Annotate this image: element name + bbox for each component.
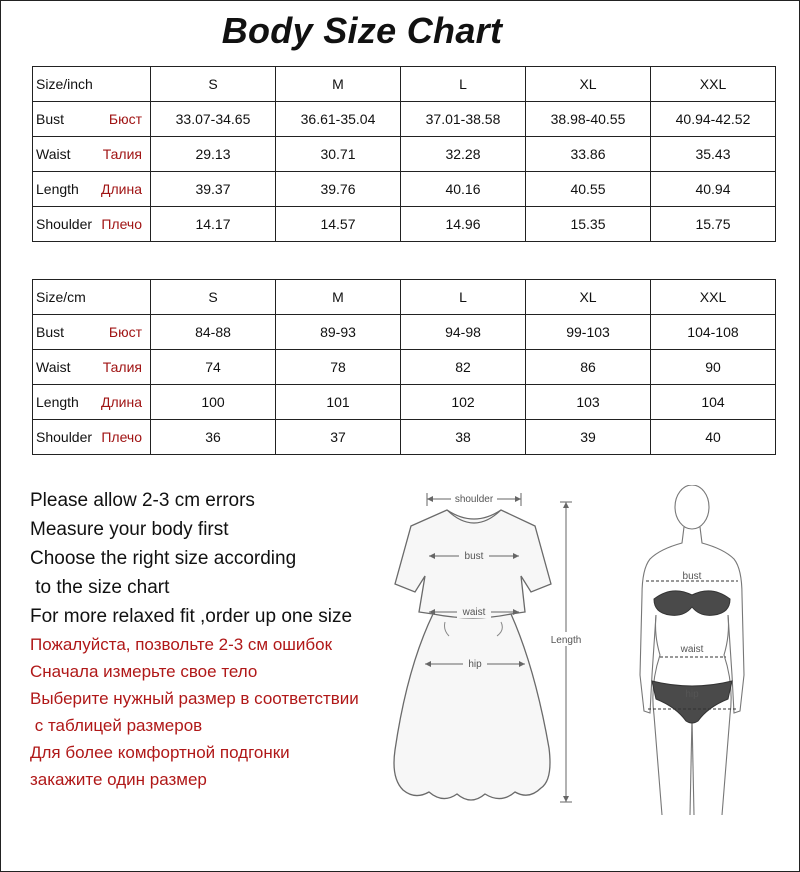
header-row <box>33 280 776 315</box>
size-value-cell: 38 <box>401 420 526 455</box>
size-value-cell: 15.75 <box>651 207 776 242</box>
size-value-cell: 32.28 <box>401 137 526 172</box>
size-value-cell: 104 <box>651 385 776 420</box>
size-value-cell: 40.16 <box>401 172 526 207</box>
page-title: Body Size Chart <box>221 10 503 51</box>
size-value-cell: 84-88 <box>151 315 276 350</box>
size-value-cell: 86 <box>526 350 651 385</box>
length-measure <box>549 502 583 802</box>
size-value-cell: 39.76 <box>276 172 401 207</box>
note-en: Measure your body first <box>30 519 229 540</box>
size-value-cell: 37.01-38.58 <box>401 102 526 137</box>
note-en: For more relaxed fit ,order up one size <box>30 606 353 627</box>
bust-label: bust <box>464 551 484 562</box>
size-header: XL <box>526 280 651 315</box>
measure-name-ru: Длина <box>101 394 142 410</box>
measure-label-cell <box>33 315 151 350</box>
measure-name-en: Bust <box>36 324 65 340</box>
measure-name-en: Waist <box>36 146 71 162</box>
table-row <box>33 385 776 420</box>
note-ru: Пожалуйста, позвольте 2-3 см ошибок <box>30 635 333 654</box>
size-value-cell: 103 <box>526 385 651 420</box>
bust-band <box>646 571 738 615</box>
measure-name-ru: Талия <box>102 359 142 375</box>
size-value-cell: 90 <box>651 350 776 385</box>
size-value-cell: 39 <box>526 420 651 455</box>
measure-name-en: Shoulder <box>36 429 93 445</box>
measure-name-en: Length <box>36 394 79 410</box>
size-value-cell: 100 <box>151 385 276 420</box>
dress-measure-illustration <box>385 488 590 808</box>
measure-name-en: Shoulder <box>36 216 93 232</box>
table-row <box>33 207 776 242</box>
size-value-cell: 40.94-42.52 <box>651 102 776 137</box>
length-label: Length <box>550 635 582 646</box>
size-value-cell: 14.57 <box>276 207 401 242</box>
size-value-cell: 39.37 <box>151 172 276 207</box>
size-header: XL <box>526 67 651 102</box>
size-value-cell: 37 <box>276 420 401 455</box>
note-ru: с таблицей размеров <box>30 716 203 735</box>
size-value-cell: 102 <box>401 385 526 420</box>
size-header: M <box>276 280 401 315</box>
note-en: to the size chart <box>30 577 170 598</box>
note-ru: Для более комфортной подгонки <box>30 743 290 762</box>
size-value-cell: 101 <box>276 385 401 420</box>
size-value-cell: 15.35 <box>526 207 651 242</box>
size-header: XXL <box>651 67 776 102</box>
size-value-cell: 40 <box>651 420 776 455</box>
size-value-cell: 38.98-40.55 <box>526 102 651 137</box>
size-value-cell: 29.13 <box>151 137 276 172</box>
note-ru: Выберите нужный размер в соответствии <box>30 689 359 708</box>
measure-label-cell <box>33 420 151 455</box>
size-unit-header: Size/inch <box>33 67 151 102</box>
size-value-cell: 36.61-35.04 <box>276 102 401 137</box>
measure-name-ru: Бюст <box>108 324 142 340</box>
size-value-cell: 40.55 <box>526 172 651 207</box>
size-value-cell: 99-103 <box>526 315 651 350</box>
size-value-cell: 30.71 <box>276 137 401 172</box>
table-row <box>33 420 776 455</box>
table-row <box>33 350 776 385</box>
measure-label-cell <box>33 385 151 420</box>
size-value-cell: 33.86 <box>526 137 651 172</box>
size-header: L <box>401 280 526 315</box>
table-row <box>33 102 776 137</box>
note-ru: закажите один размер <box>30 770 207 789</box>
measure-name-en: Bust <box>36 111 65 127</box>
shoulder-measure <box>427 492 521 506</box>
size-header: XXL <box>651 280 776 315</box>
header-row <box>33 67 776 102</box>
table-row <box>33 137 776 172</box>
table-row <box>33 172 776 207</box>
size-header: L <box>401 67 526 102</box>
size-value-cell: 14.17 <box>151 207 276 242</box>
size-value-cell: 74 <box>151 350 276 385</box>
body-measure-illustration <box>632 485 758 815</box>
measure-label-cell <box>33 172 151 207</box>
body-waist-line <box>660 644 726 657</box>
measure-name-en: Waist <box>36 359 71 375</box>
size-table-cm <box>32 279 776 455</box>
measure-name-ru: Длина <box>101 181 142 197</box>
note-ru: Сначала измерьте свое тело <box>30 662 258 681</box>
note-en: Choose the right size according <box>30 548 297 569</box>
size-notes <box>30 486 400 793</box>
size-unit-header: Size/cm <box>33 280 151 315</box>
waist-label: waist <box>462 607 486 618</box>
body-bust-label: bust <box>682 571 702 582</box>
measure-label-cell <box>33 207 151 242</box>
measure-name-ru: Бюст <box>108 111 142 127</box>
size-header: S <box>151 280 276 315</box>
size-value-cell: 35.43 <box>651 137 776 172</box>
size-value-cell: 14.96 <box>401 207 526 242</box>
measure-name-en: Length <box>36 181 79 197</box>
hip-band <box>648 681 736 723</box>
measure-name-ru: Плечо <box>101 216 142 232</box>
size-value-cell: 78 <box>276 350 401 385</box>
size-header: S <box>151 67 276 102</box>
body-waist-label: waist <box>680 644 704 655</box>
body-hip-label: hip <box>685 689 699 700</box>
measure-label-cell <box>33 102 151 137</box>
measure-name-ru: Плечо <box>101 429 142 445</box>
size-value-cell: 33.07-34.65 <box>151 102 276 137</box>
hip-label: hip <box>468 659 482 670</box>
size-value-cell: 36 <box>151 420 276 455</box>
size-value-cell: 104-108 <box>651 315 776 350</box>
measure-label-cell <box>33 137 151 172</box>
measure-label-cell <box>33 350 151 385</box>
size-table-inch <box>32 66 776 242</box>
note-en: Please allow 2-3 cm errors <box>30 490 255 511</box>
shoulder-label: shoulder <box>454 494 494 505</box>
measure-name-ru: Талия <box>102 146 142 162</box>
table-row <box>33 315 776 350</box>
size-value-cell: 94-98 <box>401 315 526 350</box>
size-value-cell: 40.94 <box>651 172 776 207</box>
size-value-cell: 89-93 <box>276 315 401 350</box>
size-value-cell: 82 <box>401 350 526 385</box>
size-header: M <box>276 67 401 102</box>
